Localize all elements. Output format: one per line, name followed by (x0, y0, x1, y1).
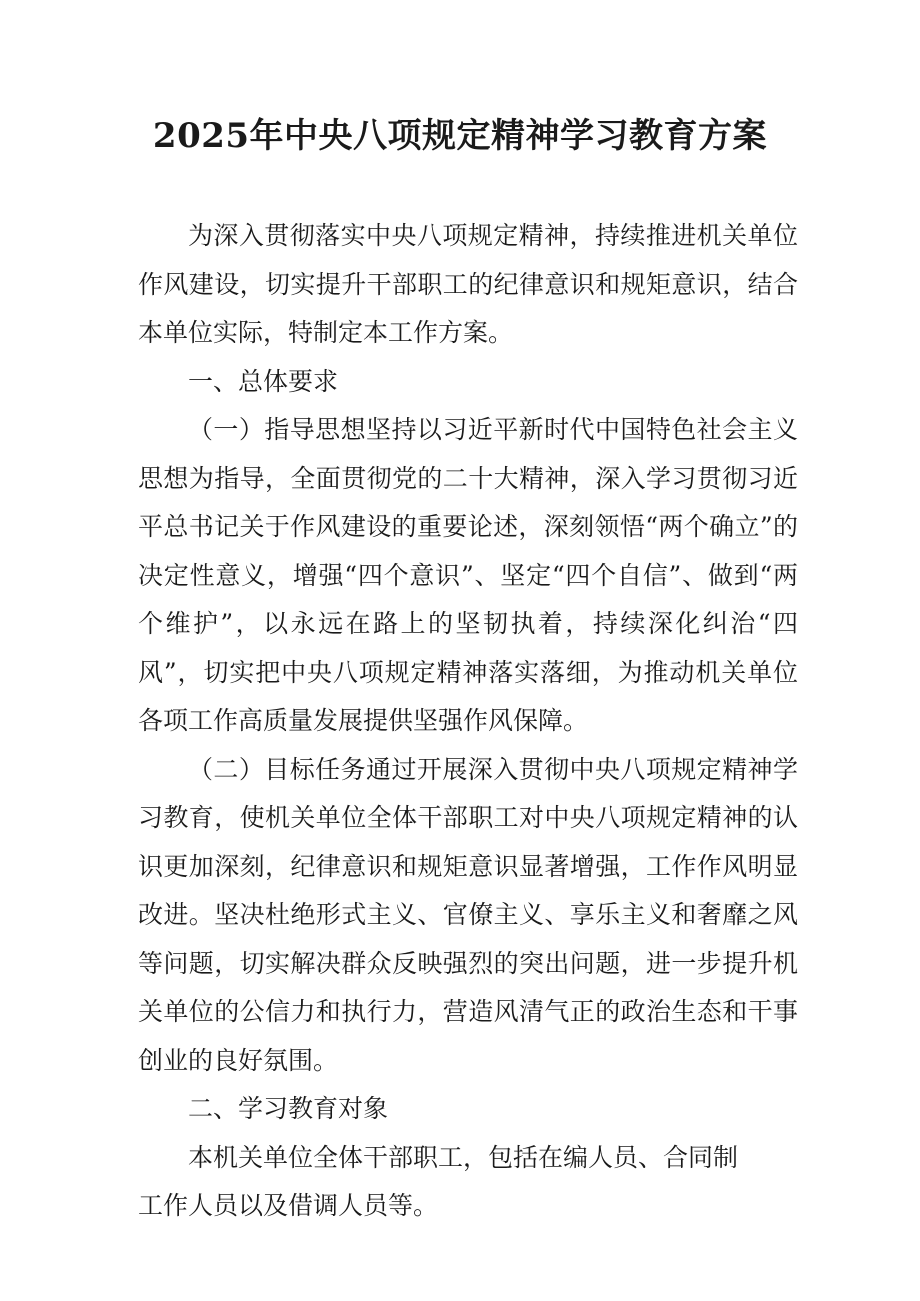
document-body (138, 212, 798, 1231)
guiding-ideology-paragraph: （一）指导思想坚持以习近平新时代中国特色社会主义思想为指导，全面贯彻党的二十大精神，深入学习贯彻习近平总书记关于作风建设的重要论述，深刻领悟“两个确立”的决定性意义，增强“四个意识”、坚定“四个自信”、做到“两个维护”，以永远在路上的坚韧执着，持续深化纠治“四风”，切实把中央八项规定精神落实落细，为推动机关单位各项工作高质量发展提供坚强作风保障。 (138, 415, 798, 735)
goals-tasks-paragraph: （二）目标任务通过开展深入贯彻中央八项规定精神学习教育，使机关单位全体干部职工对中央八项规定精神的认识更加深刻，纪律意识和规矩意识显著增强，工作作风明显改进。坚决杜绝形式主义、官僚主义、享乐主义和奢靡之风等问题，切实解决群众反映强烈的突出问题，进一步提升机关单位的公信力和执行力，营造风清气正的政治生态和干事创业的良好氛围。 (138, 754, 798, 1075)
education-targets-paragraph: 本机关单位全体干部职工，包括在编人员、合同制工作人员以及借调人员等。 (138, 1142, 739, 1220)
section-heading-education-targets: 二、学习教育对象 (188, 1094, 389, 1123)
document-title: 2025年中央八项规定精神学习教育方案 (152, 116, 768, 156)
section-heading-general-requirements: 一、总体要求 (188, 366, 339, 396)
intro-paragraph: 为深入贯彻落实中央八项规定精神，持续推进机关单位作风建设，切实提升干部职工的纪律意识和规矩意识，结合本单位实际，特制定本工作方案。 (138, 221, 798, 347)
